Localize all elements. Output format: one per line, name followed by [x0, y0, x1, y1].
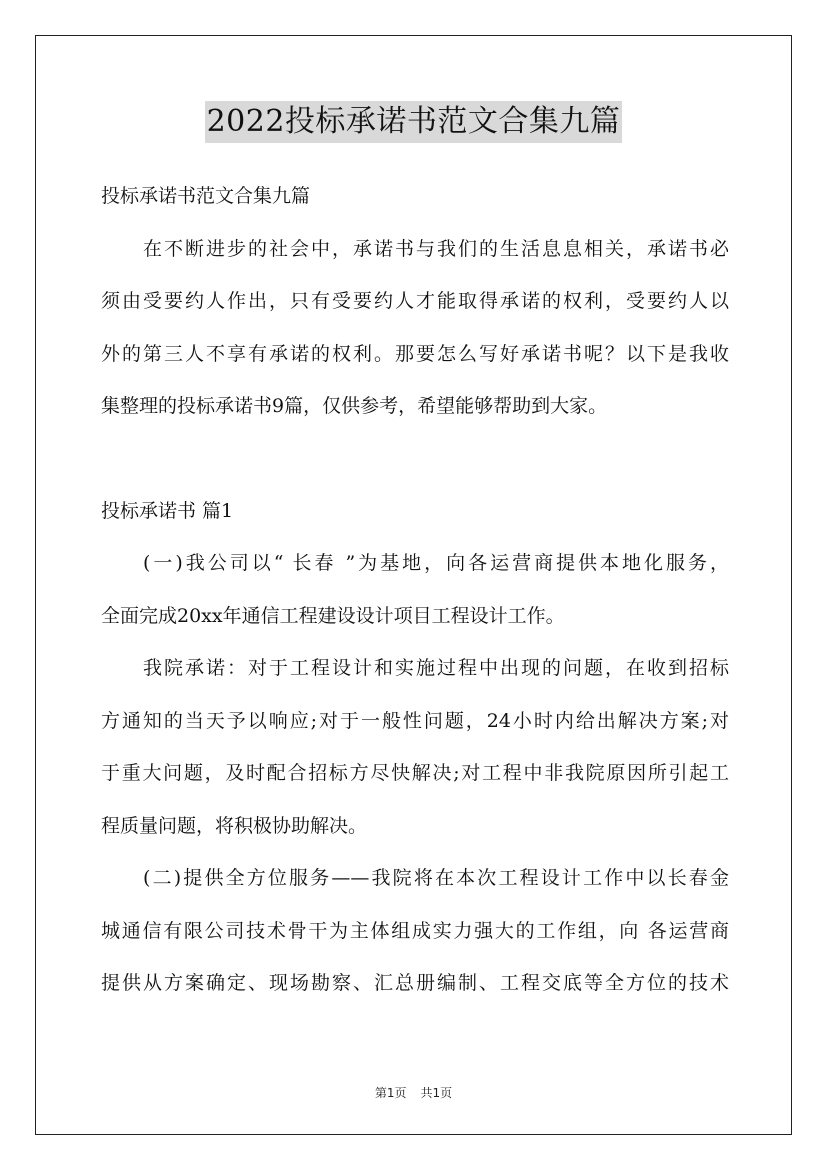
total-pages: 共1页 — [420, 1086, 453, 1100]
paragraph-line: 城通信有限公司技术骨干为主体组成实力强大的工作组，向 各运营商 — [101, 919, 729, 942]
paragraph-line: (一)我公司以“ 长春 ”为基地，向各运营商提供本地化服务， — [143, 552, 729, 574]
paragraph-line: 须由受要约人作出，只有受要约人才能取得承诺的权利，受要约人以 — [101, 290, 729, 312]
paragraph-line: 方通知的当天予以响应;对于一般性问题，24小时内给出解决方案;对 — [101, 709, 729, 732]
paragraph-line: 全面完成20xx年通信工程建设设计项目工程设计工作。 — [101, 604, 565, 627]
section-heading: 投标承诺书 篇1 — [101, 499, 234, 522]
subtitle-line: 投标承诺书范文合集九篇 — [101, 185, 311, 207]
page-number: 第1页 — [374, 1086, 407, 1100]
paragraph-line: 在不断进步的社会中，承诺书与我们的生活息息相关，承诺书必 — [143, 237, 729, 260]
paragraph-line: 于重大问题，及时配合招标方尽快解决;对工程中非我院原因所引起工 — [101, 762, 729, 784]
paragraph-line: 程质量问题，将积极协助解决。 — [101, 814, 368, 837]
title-container — [0, 101, 827, 143]
paragraph-line: (二)提供全方位服务——我院将在本次工程设计工作中以长春金 — [143, 867, 729, 889]
page-footer — [0, 1084, 827, 1101]
document-body — [101, 170, 729, 1010]
document-title: 2022投标承诺书范文合集九篇 — [205, 101, 623, 143]
paragraph-line: 提供从方案确定、现场勘察、汇总册编制、工程交底等全方位的技术 — [101, 972, 729, 994]
blank-line — [101, 433, 729, 485]
paragraph-line: 集整理的投标承诺书9篇，仅供参考，希望能够帮助到大家。 — [101, 395, 608, 417]
paragraph-line: 外的第三人不享有承诺的权利。那要怎么写好承诺书呢？以下是我收 — [101, 342, 729, 365]
paragraph-line: 我院承诺：对于工程设计和实施过程中出现的问题，在收到招标 — [143, 657, 729, 679]
